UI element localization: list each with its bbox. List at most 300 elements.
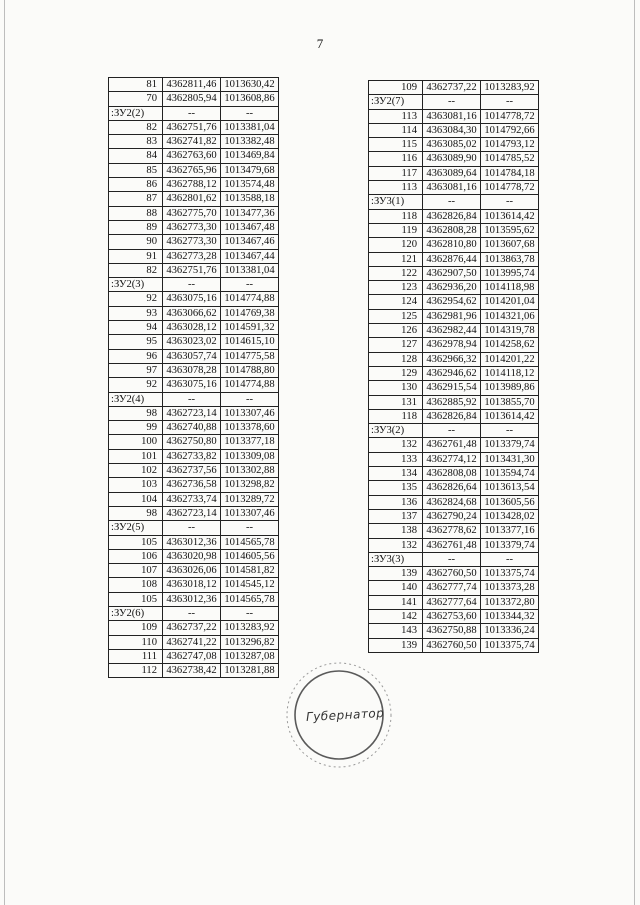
y-coordinate-cell: 1014319,78: [481, 324, 539, 338]
point-number-cell: :ЗУ2(5): [109, 521, 163, 535]
point-number-cell: 70: [109, 92, 163, 106]
point-number-cell: 132: [369, 438, 423, 452]
y-coordinate-cell: 1013281,88: [221, 664, 279, 678]
y-coordinate-cell: 1013379,74: [481, 438, 539, 452]
point-number-cell: 82: [109, 263, 163, 277]
point-number-cell: 134: [369, 467, 423, 481]
table-row: [369, 352, 539, 366]
point-number-cell: 96: [109, 349, 163, 363]
table-row: [109, 92, 279, 106]
table-row: [109, 492, 279, 506]
table-row: [369, 395, 539, 409]
y-coordinate-cell: 1013296,82: [221, 635, 279, 649]
x-coordinate-cell: 4362801,62: [163, 192, 221, 206]
y-coordinate-cell: 1013373,28: [481, 581, 539, 595]
y-coordinate-cell: 1013594,74: [481, 467, 539, 481]
point-number-cell: :ЗУ2(7): [369, 95, 423, 109]
point-number-cell: 94: [109, 321, 163, 335]
table-row: [109, 449, 279, 463]
x-coordinate-cell: 4362826,84: [423, 209, 481, 223]
table-row: [109, 278, 279, 292]
x-coordinate-cell: 4363012,36: [163, 535, 221, 549]
x-coordinate-cell: 4362738,42: [163, 664, 221, 678]
point-number-cell: 116: [369, 152, 423, 166]
x-coordinate-cell: 4362915,54: [423, 381, 481, 395]
y-coordinate-cell: 1014605,56: [221, 549, 279, 563]
x-coordinate-cell: 4362760,50: [423, 567, 481, 581]
x-coordinate-cell: 4362811,46: [163, 78, 221, 92]
table-row: [109, 335, 279, 349]
point-number-cell: 138: [369, 524, 423, 538]
point-number-cell: 117: [369, 166, 423, 180]
y-coordinate-cell: 1013989,86: [481, 381, 539, 395]
point-number-cell: 137: [369, 509, 423, 523]
y-coordinate-cell: --: [221, 521, 279, 535]
point-number-cell: :ЗУ2(4): [109, 392, 163, 406]
point-number-cell: 103: [109, 478, 163, 492]
x-coordinate-cell: 4363026,06: [163, 564, 221, 578]
table-row: [369, 509, 539, 523]
table-row: [109, 478, 279, 492]
point-number-cell: 105: [109, 535, 163, 549]
table-row: [369, 481, 539, 495]
table-row: [369, 538, 539, 552]
point-number-cell: 131: [369, 395, 423, 409]
y-coordinate-cell: 1014615,10: [221, 335, 279, 349]
x-coordinate-cell: 4362778,62: [423, 524, 481, 538]
y-coordinate-cell: 1013574,48: [221, 178, 279, 192]
point-number-cell: 92: [109, 378, 163, 392]
point-number-cell: 128: [369, 352, 423, 366]
table-row: [369, 209, 539, 223]
y-coordinate-cell: 1013614,42: [481, 409, 539, 423]
y-coordinate-cell: 1014793,12: [481, 138, 539, 152]
x-coordinate-cell: 4363028,12: [163, 321, 221, 335]
point-number-cell: 98: [109, 406, 163, 420]
table-row: [109, 235, 279, 249]
y-coordinate-cell: 1013477,36: [221, 206, 279, 220]
table-row: [109, 578, 279, 592]
point-number-cell: 139: [369, 638, 423, 652]
x-coordinate-cell: 4362788,12: [163, 178, 221, 192]
table-row: [109, 635, 279, 649]
y-coordinate-cell: --: [481, 95, 539, 109]
table-row: [109, 406, 279, 420]
y-coordinate-cell: 1013378,60: [221, 421, 279, 435]
point-number-cell: 108: [109, 578, 163, 592]
y-coordinate-cell: 1014769,38: [221, 306, 279, 320]
y-coordinate-cell: --: [221, 392, 279, 406]
table-row: [109, 192, 279, 206]
table-row: [109, 564, 279, 578]
x-coordinate-cell: 4362737,22: [423, 81, 481, 95]
y-coordinate-cell: 1013287,08: [221, 649, 279, 663]
y-coordinate-cell: 1013307,46: [221, 406, 279, 420]
y-coordinate-cell: 1013607,68: [481, 238, 539, 252]
table-row: [369, 609, 539, 623]
y-coordinate-cell: 1013995,74: [481, 266, 539, 280]
table-row: [109, 263, 279, 277]
scan-edge-left: [4, 0, 5, 905]
table-row: [109, 249, 279, 263]
table-row: [109, 464, 279, 478]
y-coordinate-cell: 1014565,78: [221, 592, 279, 606]
x-coordinate-cell: 4362774,12: [423, 452, 481, 466]
x-coordinate-cell: 4362747,08: [163, 649, 221, 663]
point-number-cell: 110: [109, 635, 163, 649]
table-row: [369, 123, 539, 137]
x-coordinate-cell: 4362741,22: [163, 635, 221, 649]
point-number-cell: 125: [369, 309, 423, 323]
y-coordinate-cell: 1013428,02: [481, 509, 539, 523]
y-coordinate-cell: 1013467,48: [221, 220, 279, 234]
y-coordinate-cell: 1014778,72: [481, 181, 539, 195]
point-number-cell: 132: [369, 538, 423, 552]
table-row: [369, 309, 539, 323]
x-coordinate-cell: 4363084,30: [423, 123, 481, 137]
coordinates-table-right-body: [369, 81, 539, 653]
y-coordinate-cell: 1014201,04: [481, 295, 539, 309]
table-row: [369, 281, 539, 295]
x-coordinate-cell: --: [163, 392, 221, 406]
table-row: [109, 649, 279, 663]
point-number-cell: 139: [369, 567, 423, 581]
table-row: [369, 138, 539, 152]
point-number-cell: 104: [109, 492, 163, 506]
table-row: [369, 266, 539, 280]
x-coordinate-cell: 4362761,48: [423, 438, 481, 452]
table-row: [369, 581, 539, 595]
table-row: [369, 252, 539, 266]
point-number-cell: 88: [109, 206, 163, 220]
table-row: [109, 106, 279, 120]
y-coordinate-cell: 1014321,06: [481, 309, 539, 323]
table-row: [369, 295, 539, 309]
table-row: [369, 624, 539, 638]
point-number-cell: 141: [369, 595, 423, 609]
point-number-cell: 109: [369, 81, 423, 95]
x-coordinate-cell: 4362733,74: [163, 492, 221, 506]
y-coordinate-cell: 1014788,80: [221, 363, 279, 377]
table-row: [369, 366, 539, 380]
table-row: [109, 378, 279, 392]
x-coordinate-cell: 4362773,30: [163, 220, 221, 234]
x-coordinate-cell: 4362936,20: [423, 281, 481, 295]
table-row: [109, 120, 279, 134]
table-row: [109, 363, 279, 377]
x-coordinate-cell: 4363057,74: [163, 349, 221, 363]
point-number-cell: 89: [109, 220, 163, 234]
point-number-cell: :ЗУ3(1): [369, 195, 423, 209]
y-coordinate-cell: 1014774,88: [221, 378, 279, 392]
point-number-cell: 81: [109, 78, 163, 92]
point-number-cell: 127: [369, 338, 423, 352]
table-row: [369, 595, 539, 609]
point-number-cell: 86: [109, 178, 163, 192]
table-row: [369, 467, 539, 481]
x-coordinate-cell: 4362750,80: [163, 435, 221, 449]
y-coordinate-cell: 1013283,92: [221, 621, 279, 635]
point-number-cell: 101: [109, 449, 163, 463]
y-coordinate-cell: 1014118,12: [481, 366, 539, 380]
x-coordinate-cell: 4362737,56: [163, 464, 221, 478]
table-row: [369, 524, 539, 538]
x-coordinate-cell: 4362824,68: [423, 495, 481, 509]
table-row: [109, 664, 279, 678]
y-coordinate-cell: --: [221, 106, 279, 120]
point-number-cell: 120: [369, 238, 423, 252]
point-number-cell: 92: [109, 292, 163, 306]
point-number-cell: :ЗУ3(2): [369, 424, 423, 438]
y-coordinate-cell: 1013605,56: [481, 495, 539, 509]
table-row: [109, 292, 279, 306]
x-coordinate-cell: --: [423, 95, 481, 109]
y-coordinate-cell: 1014774,88: [221, 292, 279, 306]
x-coordinate-cell: 4363089,90: [423, 152, 481, 166]
scan-edge-right: [634, 0, 635, 905]
x-coordinate-cell: 4362808,08: [423, 467, 481, 481]
y-coordinate-cell: 1013375,74: [481, 567, 539, 581]
point-number-cell: 122: [369, 266, 423, 280]
table-row: [369, 81, 539, 95]
y-coordinate-cell: 1014118,98: [481, 281, 539, 295]
x-coordinate-cell: --: [423, 195, 481, 209]
table-row: [369, 495, 539, 509]
x-coordinate-cell: 4362954,62: [423, 295, 481, 309]
point-number-cell: :ЗУ3(3): [369, 552, 423, 566]
y-coordinate-cell: 1013608,86: [221, 92, 279, 106]
table-row: [369, 324, 539, 338]
y-coordinate-cell: 1013614,42: [481, 209, 539, 223]
table-row: [369, 181, 539, 195]
x-coordinate-cell: 4362773,28: [163, 249, 221, 263]
table-row: [109, 592, 279, 606]
coordinates-table-left: [108, 77, 279, 678]
y-coordinate-cell: 1014565,78: [221, 535, 279, 549]
y-coordinate-cell: 1014792,66: [481, 123, 539, 137]
y-coordinate-cell: 1013375,74: [481, 638, 539, 652]
x-coordinate-cell: 4362826,64: [423, 481, 481, 495]
x-coordinate-cell: 4362733,82: [163, 449, 221, 463]
y-coordinate-cell: 1014591,32: [221, 321, 279, 335]
x-coordinate-cell: 4362775,70: [163, 206, 221, 220]
point-number-cell: 112: [109, 664, 163, 678]
x-coordinate-cell: 4362978,94: [423, 338, 481, 352]
point-number-cell: 115: [369, 138, 423, 152]
y-coordinate-cell: 1013307,46: [221, 506, 279, 520]
point-number-cell: 124: [369, 295, 423, 309]
table-row: [109, 535, 279, 549]
table-row: [369, 452, 539, 466]
x-coordinate-cell: 4362805,94: [163, 92, 221, 106]
x-coordinate-cell: 4362765,96: [163, 163, 221, 177]
x-coordinate-cell: 4362763,60: [163, 149, 221, 163]
y-coordinate-cell: 1013467,46: [221, 235, 279, 249]
point-number-cell: 105: [109, 592, 163, 606]
point-number-cell: 121: [369, 252, 423, 266]
y-coordinate-cell: 1013469,84: [221, 149, 279, 163]
y-coordinate-cell: 1013431,30: [481, 452, 539, 466]
y-coordinate-cell: 1014775,58: [221, 349, 279, 363]
point-number-cell: 133: [369, 452, 423, 466]
table-row: [369, 338, 539, 352]
point-number-cell: 129: [369, 366, 423, 380]
table-row: [109, 421, 279, 435]
y-coordinate-cell: 1013377,16: [481, 524, 539, 538]
y-coordinate-cell: 1014545,12: [221, 578, 279, 592]
x-coordinate-cell: 4362808,28: [423, 223, 481, 237]
x-coordinate-cell: 4363081,16: [423, 181, 481, 195]
y-coordinate-cell: 1014258,62: [481, 338, 539, 352]
point-number-cell: :ЗУ2(2): [109, 106, 163, 120]
y-coordinate-cell: 1013863,78: [481, 252, 539, 266]
y-coordinate-cell: 1013630,42: [221, 78, 279, 92]
point-number-cell: 97: [109, 363, 163, 377]
x-coordinate-cell: --: [163, 106, 221, 120]
point-number-cell: 93: [109, 306, 163, 320]
table-row: [109, 549, 279, 563]
point-number-cell: 135: [369, 481, 423, 495]
x-coordinate-cell: 4363018,12: [163, 578, 221, 592]
x-coordinate-cell: 4362826,84: [423, 409, 481, 423]
point-number-cell: 98: [109, 506, 163, 520]
x-coordinate-cell: --: [423, 552, 481, 566]
y-coordinate-cell: 1014778,72: [481, 109, 539, 123]
point-number-cell: 95: [109, 335, 163, 349]
coordinates-table-left-body: [109, 78, 279, 678]
x-coordinate-cell: 4363081,16: [423, 109, 481, 123]
coordinates-table-right: [368, 80, 539, 653]
table-row: [369, 409, 539, 423]
x-coordinate-cell: 4362737,22: [163, 621, 221, 635]
x-coordinate-cell: 4362773,30: [163, 235, 221, 249]
point-number-cell: 114: [369, 123, 423, 137]
point-number-cell: 82: [109, 120, 163, 134]
point-number-cell: 106: [109, 549, 163, 563]
x-coordinate-cell: 4362777,64: [423, 595, 481, 609]
x-coordinate-cell: 4362790,24: [423, 509, 481, 523]
point-number-cell: :ЗУ2(3): [109, 278, 163, 292]
table-row: [109, 163, 279, 177]
x-coordinate-cell: --: [163, 521, 221, 535]
y-coordinate-cell: 1013467,44: [221, 249, 279, 263]
y-coordinate-cell: 1013309,08: [221, 449, 279, 463]
table-row: [109, 621, 279, 635]
point-number-cell: 113: [369, 181, 423, 195]
table-row: [109, 349, 279, 363]
point-number-cell: 87: [109, 192, 163, 206]
x-coordinate-cell: 4362907,50: [423, 266, 481, 280]
y-coordinate-cell: --: [481, 195, 539, 209]
table-row: [369, 438, 539, 452]
table-row: [369, 552, 539, 566]
table-row: [109, 392, 279, 406]
point-number-cell: 136: [369, 495, 423, 509]
point-number-cell: 126: [369, 324, 423, 338]
y-coordinate-cell: 1013298,82: [221, 478, 279, 492]
y-coordinate-cell: --: [481, 552, 539, 566]
point-number-cell: 109: [109, 621, 163, 635]
point-number-cell: 90: [109, 235, 163, 249]
y-coordinate-cell: 1013289,72: [221, 492, 279, 506]
y-coordinate-cell: --: [481, 424, 539, 438]
point-number-cell: 102: [109, 464, 163, 478]
x-coordinate-cell: 4362753,60: [423, 609, 481, 623]
y-coordinate-cell: 1013381,04: [221, 120, 279, 134]
y-coordinate-cell: 1013283,92: [481, 81, 539, 95]
y-coordinate-cell: 1013479,68: [221, 163, 279, 177]
x-coordinate-cell: 4362751,76: [163, 263, 221, 277]
x-coordinate-cell: 4363020,98: [163, 549, 221, 563]
table-row: [109, 321, 279, 335]
x-coordinate-cell: 4363012,36: [163, 592, 221, 606]
table-row: [109, 78, 279, 92]
point-number-cell: 100: [109, 435, 163, 449]
seal-text: Губернатор: [305, 705, 385, 725]
table-row: [369, 238, 539, 252]
table-row: [369, 638, 539, 652]
x-coordinate-cell: 4362760,50: [423, 638, 481, 652]
x-coordinate-cell: 4362736,58: [163, 478, 221, 492]
x-coordinate-cell: --: [163, 278, 221, 292]
y-coordinate-cell: 1013377,18: [221, 435, 279, 449]
x-coordinate-cell: 4362751,76: [163, 120, 221, 134]
x-coordinate-cell: 4363075,16: [163, 378, 221, 392]
table-row: [109, 135, 279, 149]
point-number-cell: 140: [369, 581, 423, 595]
point-number-cell: 119: [369, 223, 423, 237]
table-row: [109, 206, 279, 220]
x-coordinate-cell: 4362981,96: [423, 309, 481, 323]
x-coordinate-cell: 4362946,62: [423, 366, 481, 380]
x-coordinate-cell: 4362810,80: [423, 238, 481, 252]
point-number-cell: 85: [109, 163, 163, 177]
table-row: [109, 521, 279, 535]
point-number-cell: 113: [369, 109, 423, 123]
point-number-cell: 118: [369, 209, 423, 223]
x-coordinate-cell: 4362876,44: [423, 252, 481, 266]
point-number-cell: 91: [109, 249, 163, 263]
y-coordinate-cell: 1013379,74: [481, 538, 539, 552]
y-coordinate-cell: 1013613,54: [481, 481, 539, 495]
table-row: [369, 424, 539, 438]
point-number-cell: 118: [369, 409, 423, 423]
table-row: [369, 166, 539, 180]
x-coordinate-cell: 4362777,74: [423, 581, 481, 595]
x-coordinate-cell: 4362723,14: [163, 406, 221, 420]
x-coordinate-cell: 4363066,62: [163, 306, 221, 320]
table-row: [369, 223, 539, 237]
table-row: [109, 220, 279, 234]
y-coordinate-cell: 1014785,52: [481, 152, 539, 166]
point-number-cell: 84: [109, 149, 163, 163]
x-coordinate-cell: 4362885,92: [423, 395, 481, 409]
table-row: [369, 95, 539, 109]
x-coordinate-cell: 4362982,44: [423, 324, 481, 338]
x-coordinate-cell: 4363023,02: [163, 335, 221, 349]
point-number-cell: 142: [369, 609, 423, 623]
x-coordinate-cell: 4362741,82: [163, 135, 221, 149]
table-row: [369, 567, 539, 581]
table-row: [109, 149, 279, 163]
point-number-cell: 99: [109, 421, 163, 435]
table-row: [109, 435, 279, 449]
x-coordinate-cell: 4363078,28: [163, 363, 221, 377]
x-coordinate-cell: 4363089,64: [423, 166, 481, 180]
y-coordinate-cell: 1014784,18: [481, 166, 539, 180]
x-coordinate-cell: --: [163, 606, 221, 620]
point-number-cell: 130: [369, 381, 423, 395]
